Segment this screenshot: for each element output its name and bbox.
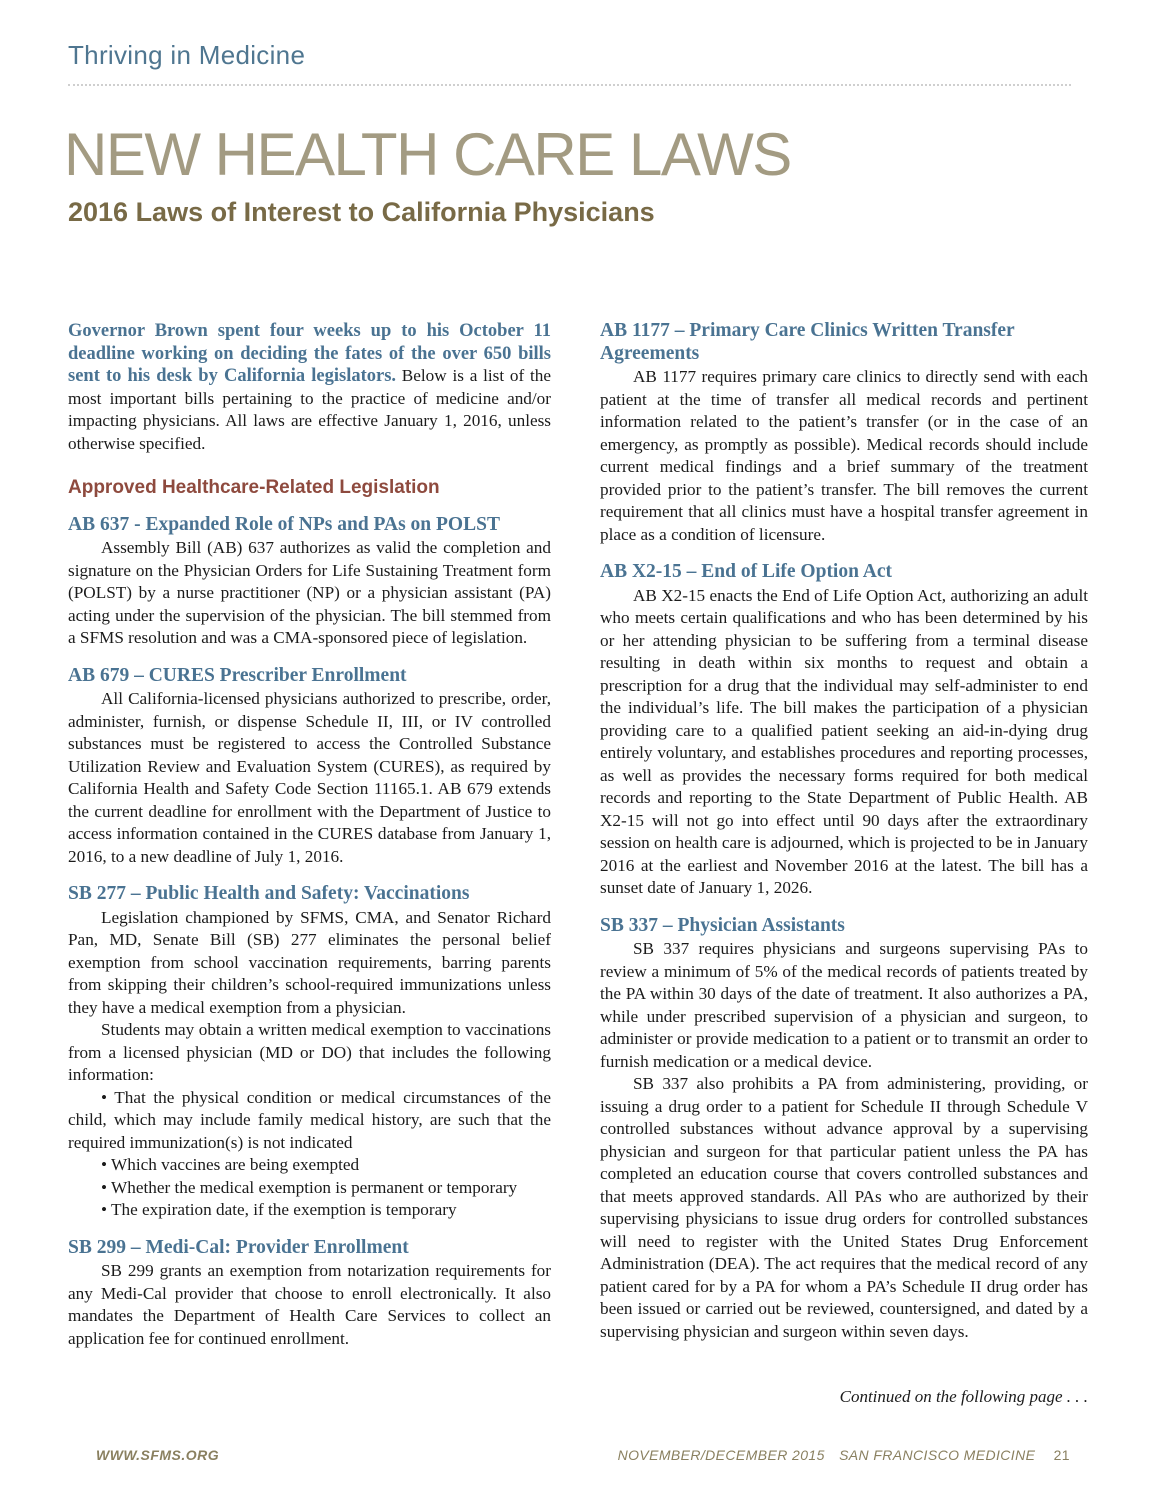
law-ab637 xyxy=(68,514,551,650)
law-heading: AB X2-15 – End of Life Option Act xyxy=(600,561,892,582)
law-paragraph: Assembly Bill (AB) 637 authorizes as valid the completion and signature on the Physician Orders for Life Sustaining Treatment form (POLST) by a nurse practitioner (NP) or a physician assistant (PA) acting under the supervision of the physician. The bill stemmed from a SFMS resolution and was a CMA-sponsored piece of legislation. xyxy=(68,538,551,647)
law-ab1177 xyxy=(600,320,1088,546)
footer-publication: SAN FRANCISCO MEDICINE xyxy=(839,1447,1036,1463)
bullet-item: • Whether the medical exemption is permanent or temporary xyxy=(101,1177,518,1197)
page-number: 21 xyxy=(1053,1447,1070,1463)
intro-paragraph xyxy=(68,320,551,455)
header-divider xyxy=(68,84,1071,86)
law-sb277 xyxy=(68,883,551,1222)
category-heading: Approved Healthcare-Related Legislation xyxy=(68,477,440,498)
law-heading: SB 277 – Public Health and Safety: Vaccinations xyxy=(68,883,470,904)
law-paragraph: Students may obtain a written medical exemption to vaccinations from a licensed physician (MD or DO) that includes the following information: xyxy=(68,1020,551,1084)
law-paragraph: AB 1177 requires primary care clinics to directly send with each patient at the time of transfer all medical records and pertinent information related to the patient’s transfer (or in the case of an emergency, as promptly as possible). Medical records should include current medical findings and a brief summary of the treatment provided prior to the patient’s transfer. The bill removes the current requirement that all clinics must have a hospital transfer agreement in place as a condition of licensure. xyxy=(600,367,1088,544)
law-paragraph: SB 337 also prohibits a PA from administering, providing, or issuing a drug order to a patient for Schedule II through Schedule V controlled substances without advance approval by a supervising physician and surgeon for that particular patient unless the PA has completed an education course that covers controlled substances and that meets approved standards. All PAs who are authorized by their supervising physicians to issue drug orders for controlled substances will need to register with the United States Drug Enforcement Administration (DEA). The act requires that the medical record of any patient cared for by a PA for whom a PA’s Schedule II drug order has been issued or carried out be reviewed, countersigned, and dated by a supervising physician and surgeon within seven days. xyxy=(600,1074,1088,1341)
law-heading: AB 1177 – Primary Care Clinics Written Transfer Agreements xyxy=(600,320,1015,364)
law-paragraph: AB X2-15 enacts the End of Life Option Act, authorizing an adult who meets certain qualifications and who has been determined by his or her attending physician to be suffering from a terminal disease resulting in death within six months to request and obtain a prescription for a drug that the individual may self-administer to end the individual’s life. The bill makes the participation of a physician providing care to a qualified patient seeking an aid-in-dying drug entirely voluntary, and establishes procedures and reporting processes, as well as provides the necessary forms required for both medical records and reporting to the State Department of Public Health. AB X2-15 will not go into effect until 90 days after the extraordinary session on health care is adjourned, which is projected to be in January 2016 at the earliest and November 2016 at the latest. The bill has a sunset date of January 1, 2026. xyxy=(600,585,1088,897)
law-sb299 xyxy=(68,1237,551,1351)
law-heading: AB 679 – CURES Prescriber Enrollment xyxy=(68,664,407,686)
left-column xyxy=(68,320,551,1350)
right-column xyxy=(600,320,1088,1343)
law-paragraph: SB 337 requires physicians and surgeons supervising PAs to review a minimum of 5% of the medical records of patients treated by the PA within 30 days of the date of treatment. It also authorizes a PA, while under prescribed supervision of a physician and surgeon, to administer or provide medication to a patient or to transmit an order to furnish medication or a medical device. xyxy=(600,939,1088,1071)
bullet-item: • Which vaccines are being exempted xyxy=(101,1155,360,1174)
law-heading: AB 637 - Expanded Role of NPs and PAs on POLST xyxy=(68,513,500,535)
law-sb337 xyxy=(600,915,1088,1344)
bullet-item: • That the physical condition or medical circumstances of the child, which may include family medical history, are such that the required immunization(s) is not indicated xyxy=(68,1087,551,1152)
footer-website: WWW.SFMS.ORG xyxy=(96,1447,220,1463)
article-subtitle: 2016 Laws of Interest to California Physicians xyxy=(68,197,655,227)
continued-note: Continued on the following page . . . xyxy=(839,1387,1088,1406)
law-ab679 xyxy=(68,665,551,869)
law-abx2-15 xyxy=(600,561,1088,900)
law-heading: SB 299 – Medi-Cal: Provider Enrollment xyxy=(68,1236,409,1258)
law-heading: SB 337 – Physician Assistants xyxy=(600,914,845,936)
footer-issue: NOVEMBER/DECEMBER 2015 xyxy=(617,1447,825,1463)
law-paragraph: SB 299 grants an exemption from notarization requirements for any Medi-Cal provider that choose to enroll electronically. It also mandates the Department of Health Care Services to collect an application fee for continued enrollment. xyxy=(68,1261,551,1348)
article-title: NEW HEALTH CARE LAWS xyxy=(64,121,791,188)
bullet-item: • The expiration date, if the exemption is temporary xyxy=(101,1200,457,1219)
section-label: Thriving in Medicine xyxy=(68,40,306,70)
footer-issue-info xyxy=(608,1447,1070,1463)
intro-lead: Governor Brown spent four weeks up to his October 11 deadline working on deciding the fates of the over 650 bills sent to his desk by California legislators. xyxy=(68,321,551,386)
law-paragraph: Legislation championed by SFMS, CMA, and Senator Richard Pan, MD, Senate Bill (SB) 277 eliminates the personal belief exemption from school vaccination requirements, barring parents from skipping their children’s school-required immunizations unless they have a medical exemption from a physician. xyxy=(68,907,551,1017)
law-paragraph: All California-licensed physicians authorized to prescribe, order, administer, furnish, or dispense Schedule II, III, or IV controlled substances must be registered to access the Controlled Substance Utilization Review and Evaluation System (CURES), as required by California Health and Safety Code Section 11165.1. AB 679 extends the current deadline for enrollment with the Department of Justice to access information contained in the CURES database from January 1, 2016, to a new deadline of July 1, 2016. xyxy=(68,689,551,866)
intro-body: Below is a list of the most important bills pertaining to the practice of medicine and/or impacting physicians. All laws are effective January 1, 2016, unless otherwise specified. xyxy=(68,366,551,453)
